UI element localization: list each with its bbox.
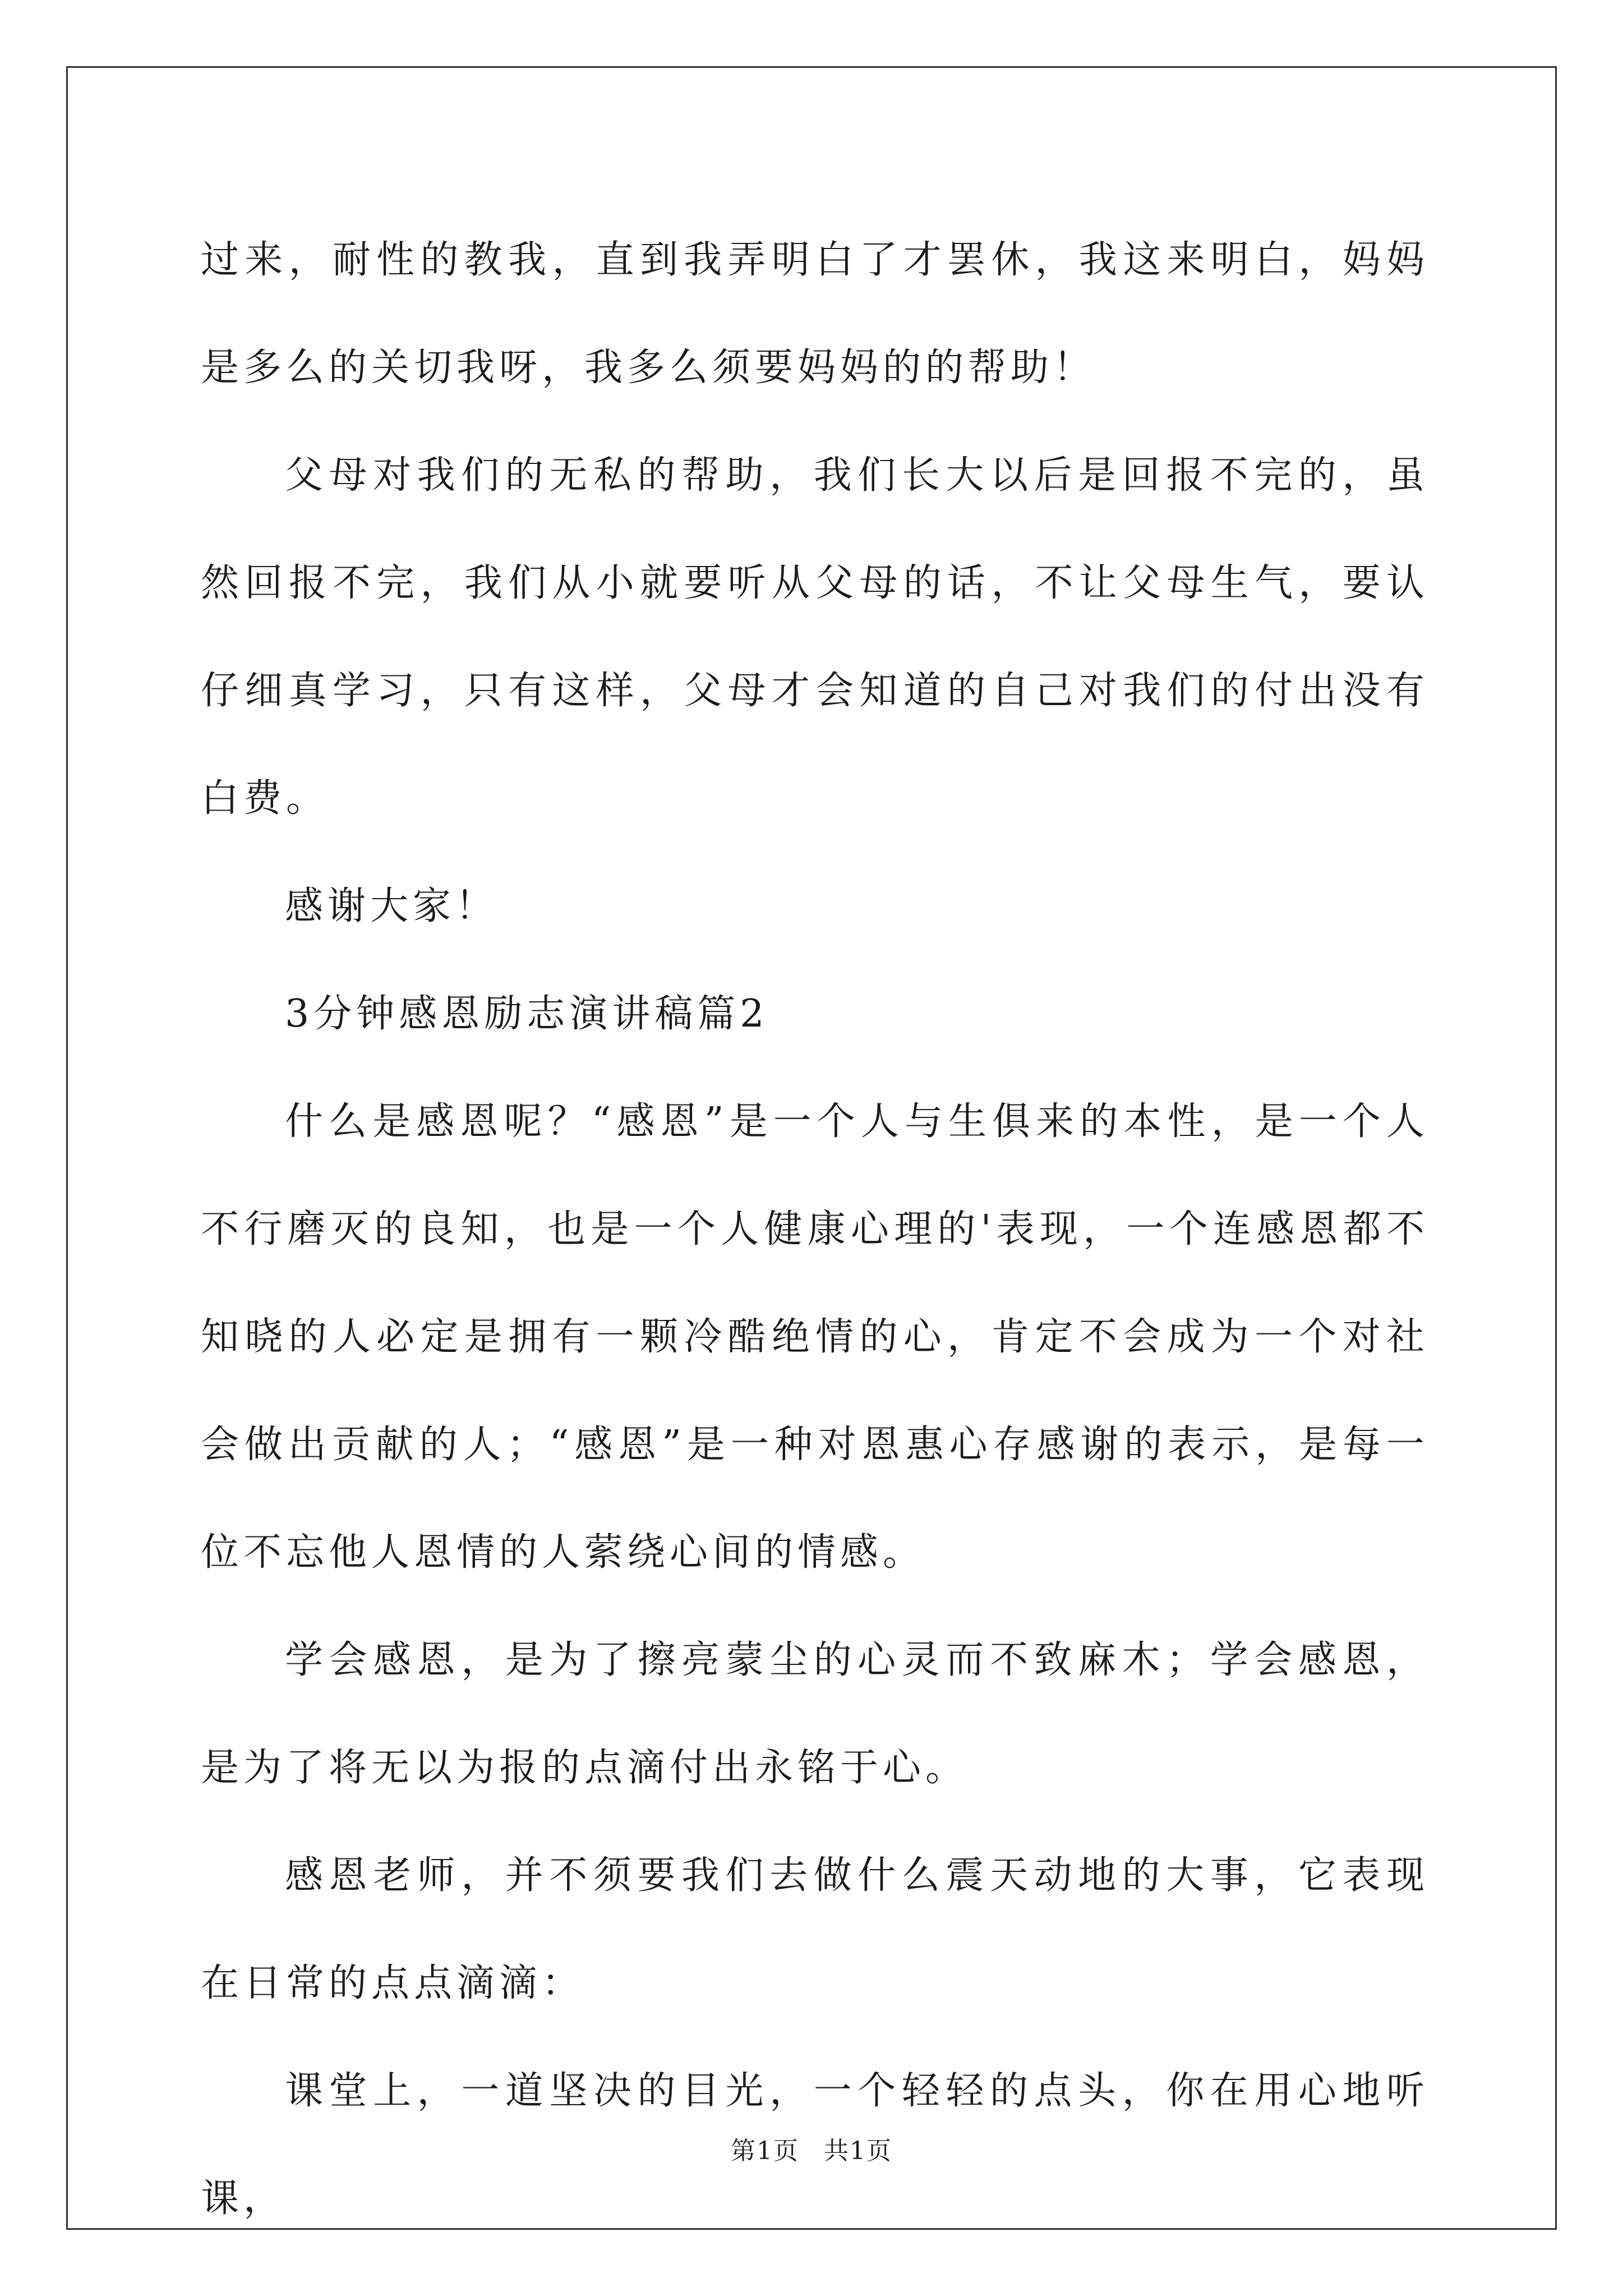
- paragraph-thanks: 感谢大家！: [285, 884, 499, 928]
- paragraph: 父母对我们的无私的帮助，我们长大以后是回报不完的，虽然回报不完，我们从小就要听从父母的话，不让父母生气，要认仔细真学习，只有这样，父母才会知道的自己对我们的付出没有白费。: [201, 453, 1429, 821]
- paragraph: 感恩老师，并不须要我们去做什么震天动地的大事，它表现在日常的点点滴滴：: [201, 1853, 1429, 2005]
- paragraph: 学会感恩，是为了擦亮蒙尘的心灵而不致麻木；学会感恩，是为了将无以为报的点滴付出永铭于心。: [201, 1638, 1429, 1790]
- paragraph: 什么是感恩呢？“感恩”是一个人与生俱来的本性，是一个人不行磨灭的良知，也是一个人健康心理的'表现，一个连感恩都不知晓的人必定是拥有一颗冷酷绝情的心，肯定不会成为一个对社会做出贡献的人；“感恩”是一种对恩惠心存感谢的表示，是每一位不忘他人恩情的人萦绕心间的情感。: [201, 1099, 1429, 1575]
- page-number: 第1页: [731, 2137, 799, 2165]
- page-footer: [0, 2131, 1623, 2166]
- document-body: [201, 206, 1429, 2253]
- paragraph-continuation: 过来，耐性的教我，直到我弄明白了才罢休，我这来明白，妈妈是多么的关切我呀，我多么须要妈妈的的帮助！: [201, 238, 1429, 390]
- paragraph: 课堂上，一道坚决的目光，一个轻轻的点头，你在用心地听课，: [201, 2069, 1429, 2221]
- section-heading: 3分钟感恩励志演讲稿篇2: [285, 992, 769, 1036]
- page-total: 共1页: [824, 2137, 892, 2165]
